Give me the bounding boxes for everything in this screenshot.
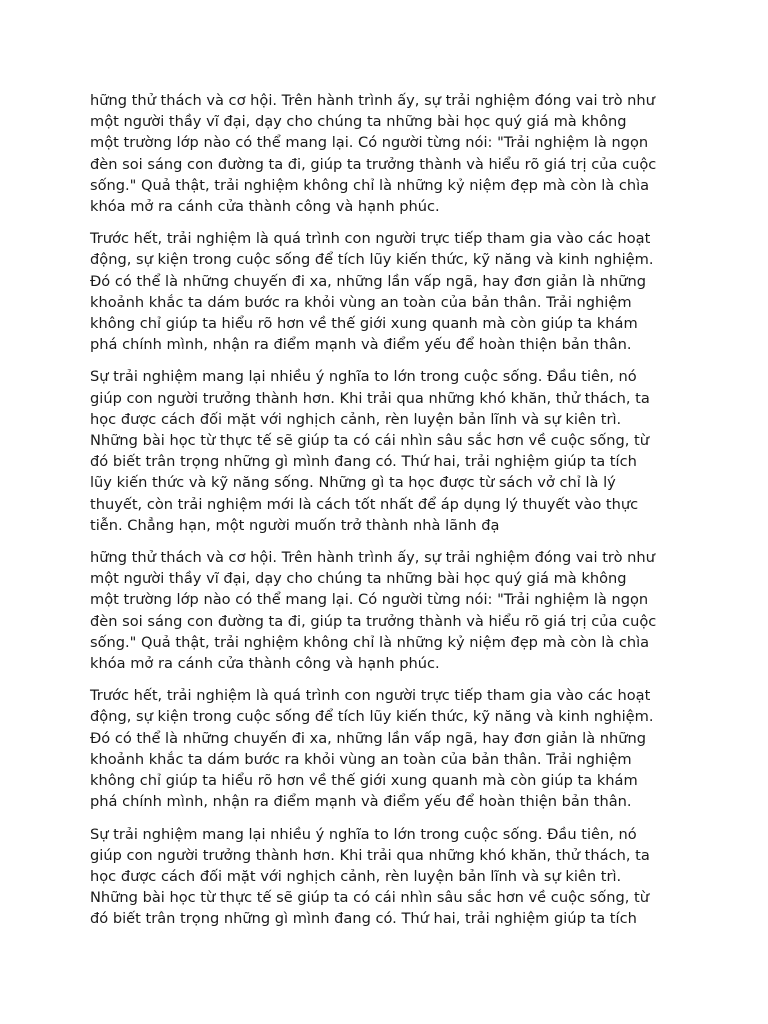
text-line: một trường lớp nào có thể mang lại. Có người từng nói: "Trải nghiệm là ngọn	[90, 134, 649, 152]
text-line: đó biết trân trọng những gì mình đang có. Thứ hai, trải nghiệm giúp ta tích	[90, 453, 637, 471]
text-line: đó biết trân trọng những gì mình đang có. Thứ hai, trải nghiệm giúp ta tích	[90, 910, 637, 928]
text-line: khoảnh khắc ta dám bước ra khỏi vùng an toàn của bản thân. Trải nghiệm	[90, 750, 632, 768]
text-line: đèn soi sáng con đường ta đi, giúp ta trưởng thành và hiểu rõ giá trị của cuộc	[90, 155, 657, 173]
text-line: học được cách đối mặt với nghịch cảnh, rèn luyện bản lĩnh và sự kiên trì.	[90, 867, 622, 885]
text-line: Trước hết, trải nghiệm là quá trình con người trực tiếp tham gia vào các hoạt	[90, 230, 651, 248]
text-line: một người thầy vĩ đại, dạy cho chúng ta những bài học quý giá mà không	[90, 570, 627, 588]
text-line: một người thầy vĩ đại, dạy cho chúng ta những bài học quý giá mà không	[90, 113, 627, 131]
text-line: Đó có thể là những chuyến đi xa, những lần vấp ngã, hay đơn giản là những	[90, 272, 647, 290]
text-line: động, sự kiện trong cuộc sống để tích lũy kiến thức, kỹ năng và kinh nghiệm.	[90, 251, 654, 269]
text-line: một trường lớp nào có thể mang lại. Có người từng nói: "Trải nghiệm là ngọn	[90, 591, 649, 609]
text-line: động, sự kiện trong cuộc sống để tích lũy kiến thức, kỹ năng và kinh nghiệm.	[90, 708, 654, 726]
document-page	[90, 90, 680, 941]
text-line: Những bài học từ thực tế sẽ giúp ta có cái nhìn sâu sắc hơn về cuộc sống, từ	[90, 432, 649, 450]
text-line: Những bài học từ thực tế sẽ giúp ta có cái nhìn sâu sắc hơn về cuộc sống, từ	[90, 889, 649, 907]
text-line: đèn soi sáng con đường ta đi, giúp ta trưởng thành và hiểu rõ giá trị của cuộc	[90, 612, 657, 630]
text-line: khóa mở ra cánh cửa thành công và hạnh phúc.	[90, 198, 440, 216]
paragraph-5	[90, 685, 680, 812]
text-line: không chỉ giúp ta hiểu rõ hơn về thế giới xung quanh mà còn giúp ta khám	[90, 315, 638, 333]
text-line: học được cách đối mặt với nghịch cảnh, rèn luyện bản lĩnh và sự kiên trì.	[90, 410, 622, 428]
text-line: Sự trải nghiệm mang lại nhiều ý nghĩa to lớn trong cuộc sống. Đầu tiên, nó	[90, 825, 637, 843]
text-line: sống." Quả thật, trải nghiệm không chỉ là những kỷ niệm đẹp mà còn là chìa	[90, 633, 650, 651]
text-line: Đó có thể là những chuyến đi xa, những lần vấp ngã, hay đơn giản là những	[90, 729, 647, 747]
paragraph-3	[90, 366, 680, 536]
text-line: Sự trải nghiệm mang lại nhiều ý nghĩa to lớn trong cuộc sống. Đầu tiên, nó	[90, 368, 637, 386]
text-line: hững thử thách và cơ hội. Trên hành trình ấy, sự trải nghiệm đóng vai trò như	[90, 92, 655, 109]
text-line: khoảnh khắc ta dám bước ra khỏi vùng an toàn của bản thân. Trải nghiệm	[90, 293, 632, 311]
text-line: tiễn. Chẳng hạn, một người muốn trở thành nhà lãnh đạ	[90, 516, 500, 534]
paragraph-2	[90, 228, 680, 355]
text-line: giúp con người trưởng thành hơn. Khi trải qua những khó khăn, thử thách, ta	[90, 846, 650, 864]
text-line: phá chính mình, nhận ra điểm mạnh và điểm yếu để hoàn thiện bản thân.	[90, 336, 632, 354]
text-line: giúp con người trưởng thành hơn. Khi trải qua những khó khăn, thử thách, ta	[90, 389, 650, 407]
text-line: khóa mở ra cánh cửa thành công và hạnh phúc.	[90, 655, 440, 673]
text-line: Trước hết, trải nghiệm là quá trình con người trực tiếp tham gia vào các hoạt	[90, 687, 651, 705]
text-line: sống." Quả thật, trải nghiệm không chỉ là những kỷ niệm đẹp mà còn là chìa	[90, 176, 650, 194]
text-line: thuyết, còn trải nghiệm mới là cách tốt nhất để áp dụng lý thuyết vào thực	[90, 495, 639, 513]
text-line: phá chính mình, nhận ra điểm mạnh và điểm yếu để hoàn thiện bản thân.	[90, 793, 632, 811]
text-line: không chỉ giúp ta hiểu rõ hơn về thế giới xung quanh mà còn giúp ta khám	[90, 772, 638, 790]
paragraph-4	[90, 547, 680, 674]
text-line: lũy kiến thức và kỹ năng sống. Những gì ta học được từ sách vở chỉ là lý	[90, 474, 616, 492]
paragraph-1	[90, 90, 680, 217]
paragraph-6	[90, 824, 680, 930]
text-line: hững thử thách và cơ hội. Trên hành trình ấy, sự trải nghiệm đóng vai trò như	[90, 549, 655, 567]
